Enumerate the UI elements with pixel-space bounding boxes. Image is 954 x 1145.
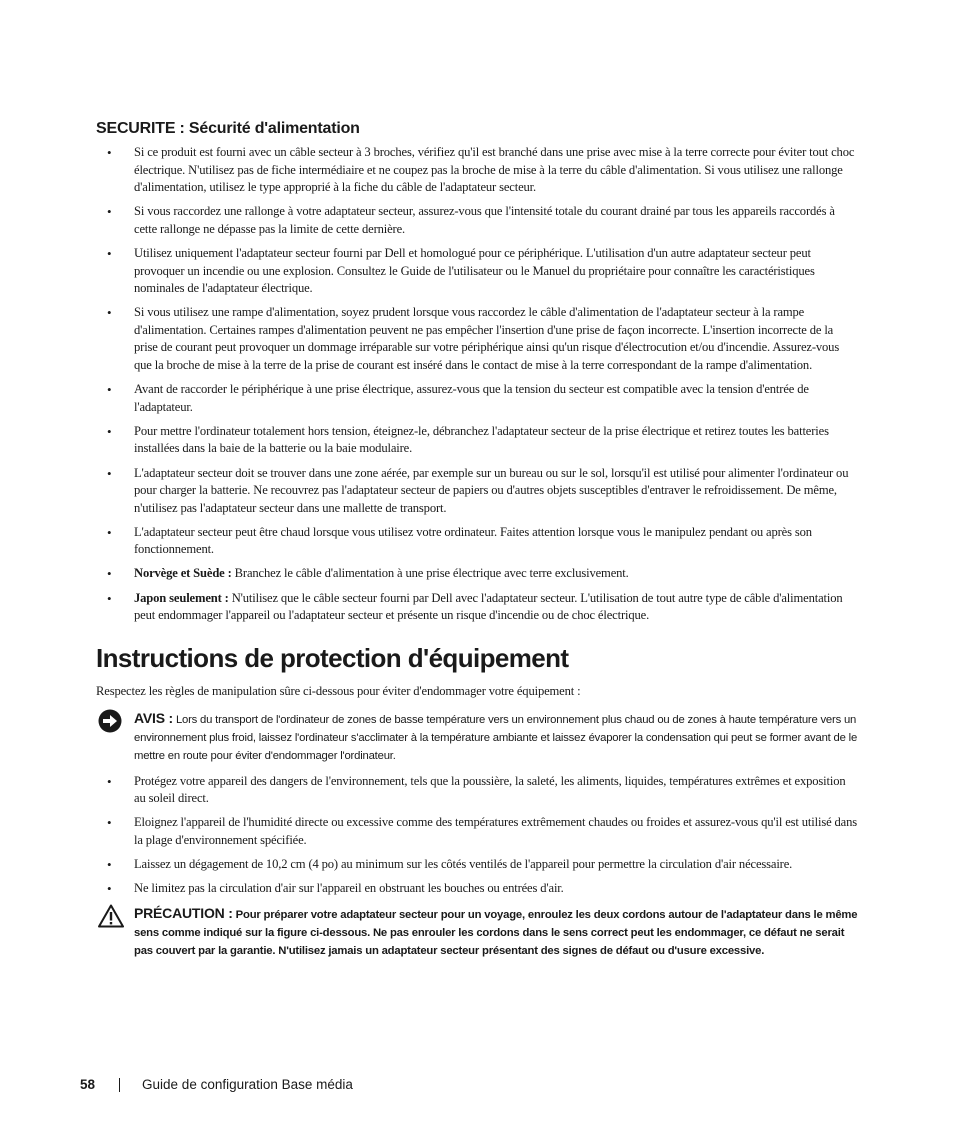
bullet-marker: •	[107, 881, 112, 897]
caution-triangle-icon	[98, 904, 124, 934]
bullet-marker: •	[107, 204, 112, 220]
page-content	[96, 120, 858, 968]
bullet-marker: •	[107, 524, 112, 540]
list-item-lead: Norvège et Suède :	[134, 566, 232, 581]
list-item-text: Si ce produit est fourni avec un câble secteur à 3 broches, vérifiez qu'il est branché dans une prise avec mise à la terre correcte pour éviter tout choc électrique. N'utilisez pas de fiche intermédiaire et ne coupez pas la broche de mise à la terre du câble d'alimentation. Si vous utilisez une rallonge d'alimentation, utilisez le type approprié à la fiche du câble de l'adaptateur secteur.	[134, 145, 855, 195]
bullet-marker: •	[107, 566, 112, 582]
notice-text: Lors du transport de l'ordinateur de zones de basse température vers un environnement plus chaud ou de zones à haute température vers un environnement plus froid, laissez l'ordinateur s'acclimater à la température ambiante et laissez évaporer la condensation qui peut se former avant de le mettre en route pour éviter d'endommager l'ordinateur.	[134, 713, 858, 762]
list-item	[96, 144, 858, 197]
list-item-text: Si vous utilisez une rampe d'alimentation, soyez prudent lorsque vous raccordez le câble d'alimentation de l'adaptateur secteur à la rampe d'alimentation. Certaines rampes d'alimentation peuvent ne pas empêcher l'insertion d'une prise de façon incorrecte. L'insertion incorrecte de la prise de courant peut provoquer un dommage irréparable sur votre périphérique ainsi qu'un risque d'électrocution et/ou d'incendie. Assurez-vous que la broche de mise à la terre de la prise de courant est inséré dans le contact de mise à la terre correspondant de la rampe d'alimentation.	[134, 305, 840, 373]
notice-label: AVIS :	[134, 709, 173, 726]
bullet-marker: •	[107, 773, 112, 789]
guide-title: Guide de configuration Base média	[142, 1077, 353, 1092]
list-item-text: N'utilisez que le câble secteur fourni par Dell avec l'adaptateur secteur. L'utilisation de tout autre type de câble d'alimentation peut endommager l'appareil ou l'adaptateur secteur et présente un risque d'incendie ou de choc électrique.	[134, 590, 843, 623]
list-item-text: Si vous raccordez une rallonge à votre adaptateur secteur, assurez-vous que l'intensité totale du courant drainé par tous les appareils raccordés à cette rallonge ne dépasse pas la limite de cette dernière.	[134, 204, 835, 236]
list-item	[96, 203, 858, 238]
list-item-text: L'adaptateur secteur doit se trouver dans une zone aérée, par exemple sur un bureau ou sur le sol, lorsqu'il est utilisé pour alimenter l'ordinateur ou pour charger la batterie. Ne recouvrez pas l'adaptateur secteur de papiers ou d'autres objets susceptibles d'entraver le refroidissement. De même, n'utilisez pas l'adaptateur secteur dans une mallette de transport.	[134, 465, 849, 515]
bullet-marker: •	[107, 857, 112, 873]
list-item-text: L'adaptateur secteur peut être chaud lorsque vous utilisez votre ordinateur. Faites attention lorsque vous le manipulez pendant ou après son fonctionnement.	[134, 524, 812, 557]
footer-divider	[119, 1078, 120, 1092]
list-item	[96, 423, 858, 458]
caution-label: PRÉCAUTION :	[134, 905, 233, 922]
list-item-text: Ne limitez pas la circulation d'air sur l'appareil en obstruant les bouches ou entrées d'air.	[134, 881, 564, 896]
list-item-text: Pour mettre l'ordinateur totalement hors tension, éteignez-le, débranchez l'adaptateur secteur de la prise électrique et retirez toutes les batteries installées dans la baie de la batterie ou la baie modulaire.	[134, 423, 829, 456]
list-item	[96, 565, 858, 583]
bullet-marker: •	[107, 305, 112, 321]
bullet-marker: •	[107, 245, 112, 261]
section-heading-power-safety: SECURITE : Sécurité d'alimentation	[96, 120, 360, 137]
list-item-lead: Japon seulement :	[134, 590, 229, 605]
equipment-protection-list	[96, 773, 858, 898]
list-item	[96, 856, 858, 874]
list-item	[96, 773, 858, 808]
list-item	[96, 590, 858, 625]
page-footer	[80, 1077, 353, 1092]
list-item-text: Eloignez l'appareil de l'humidité directe ou excessive comme des températures extrêmement chaudes ou froides et assurez-vous qu'il est utilisé dans la plage d'environnement spécifiée.	[134, 815, 857, 848]
page-title: Instructions de protection d'équipement	[96, 642, 569, 673]
power-safety-list	[96, 144, 858, 625]
notice-arrow-icon	[98, 709, 122, 739]
list-item	[96, 524, 858, 559]
list-item	[96, 465, 858, 518]
bullet-marker: •	[107, 465, 112, 481]
bullet-marker: •	[107, 815, 112, 831]
list-item-text: Utilisez uniquement l'adaptateur secteur fourni par Dell et homologué pour ce périphérique. L'utilisation d'un autre adaptateur secteur peut provoquer un incendie ou une explosion. Consultez le Guide de l'utilisateur ou le Manuel du propriétaire pour connaître les caractéristiques nominales de l'adaptateur électrique.	[134, 245, 815, 296]
list-item-text: Branchez le câble d'alimentation à une prise électrique avec terre exclusivement.	[231, 566, 629, 581]
intro-paragraph: Respectez les règles de manipulation sûre ci-dessous pour éviter d'endommager votre équipement :	[96, 683, 581, 698]
bullet-marker: •	[107, 423, 112, 439]
page-number: 58	[80, 1077, 96, 1092]
bullet-marker: •	[107, 382, 112, 398]
list-item	[96, 245, 858, 298]
list-item	[96, 814, 858, 849]
notice-box	[96, 709, 858, 765]
caution-text: Pour préparer votre adaptateur secteur pour un voyage, enroulez les deux cordons autour de l'adaptateur dans le même sens comme indiqué sur la figure ci-dessous. Ne pas enrouler les cordons dans le sens correct peut les endommager, ce défaut ne serait pas couvert par la garantie. N'utilisez jamais un adaptateur secteur présentant des signes de défaut ou d'usure excessive.	[134, 909, 858, 958]
list-item-text: Protégez votre appareil des dangers de l'environnement, tels que la poussière, la saleté, les aliments, liquides, températures extrêmes et exposition au soleil direct.	[134, 773, 846, 806]
bullet-marker: •	[107, 590, 112, 606]
list-item	[96, 304, 858, 374]
list-item-text: Laissez un dégagement de 10,2 cm (4 po) au minimum sur les côtés ventilés de l'appareil pour permettre la circulation d'air nécessaire.	[134, 857, 793, 872]
list-item	[96, 880, 858, 898]
list-item	[96, 381, 858, 416]
caution-box	[96, 904, 858, 960]
bullet-marker: •	[107, 145, 112, 160]
list-item-text: Avant de raccorder le périphérique à une prise électrique, assurez-vous que la tension du secteur est compatible avec la tension d'entrée de l'adaptateur.	[134, 382, 809, 414]
